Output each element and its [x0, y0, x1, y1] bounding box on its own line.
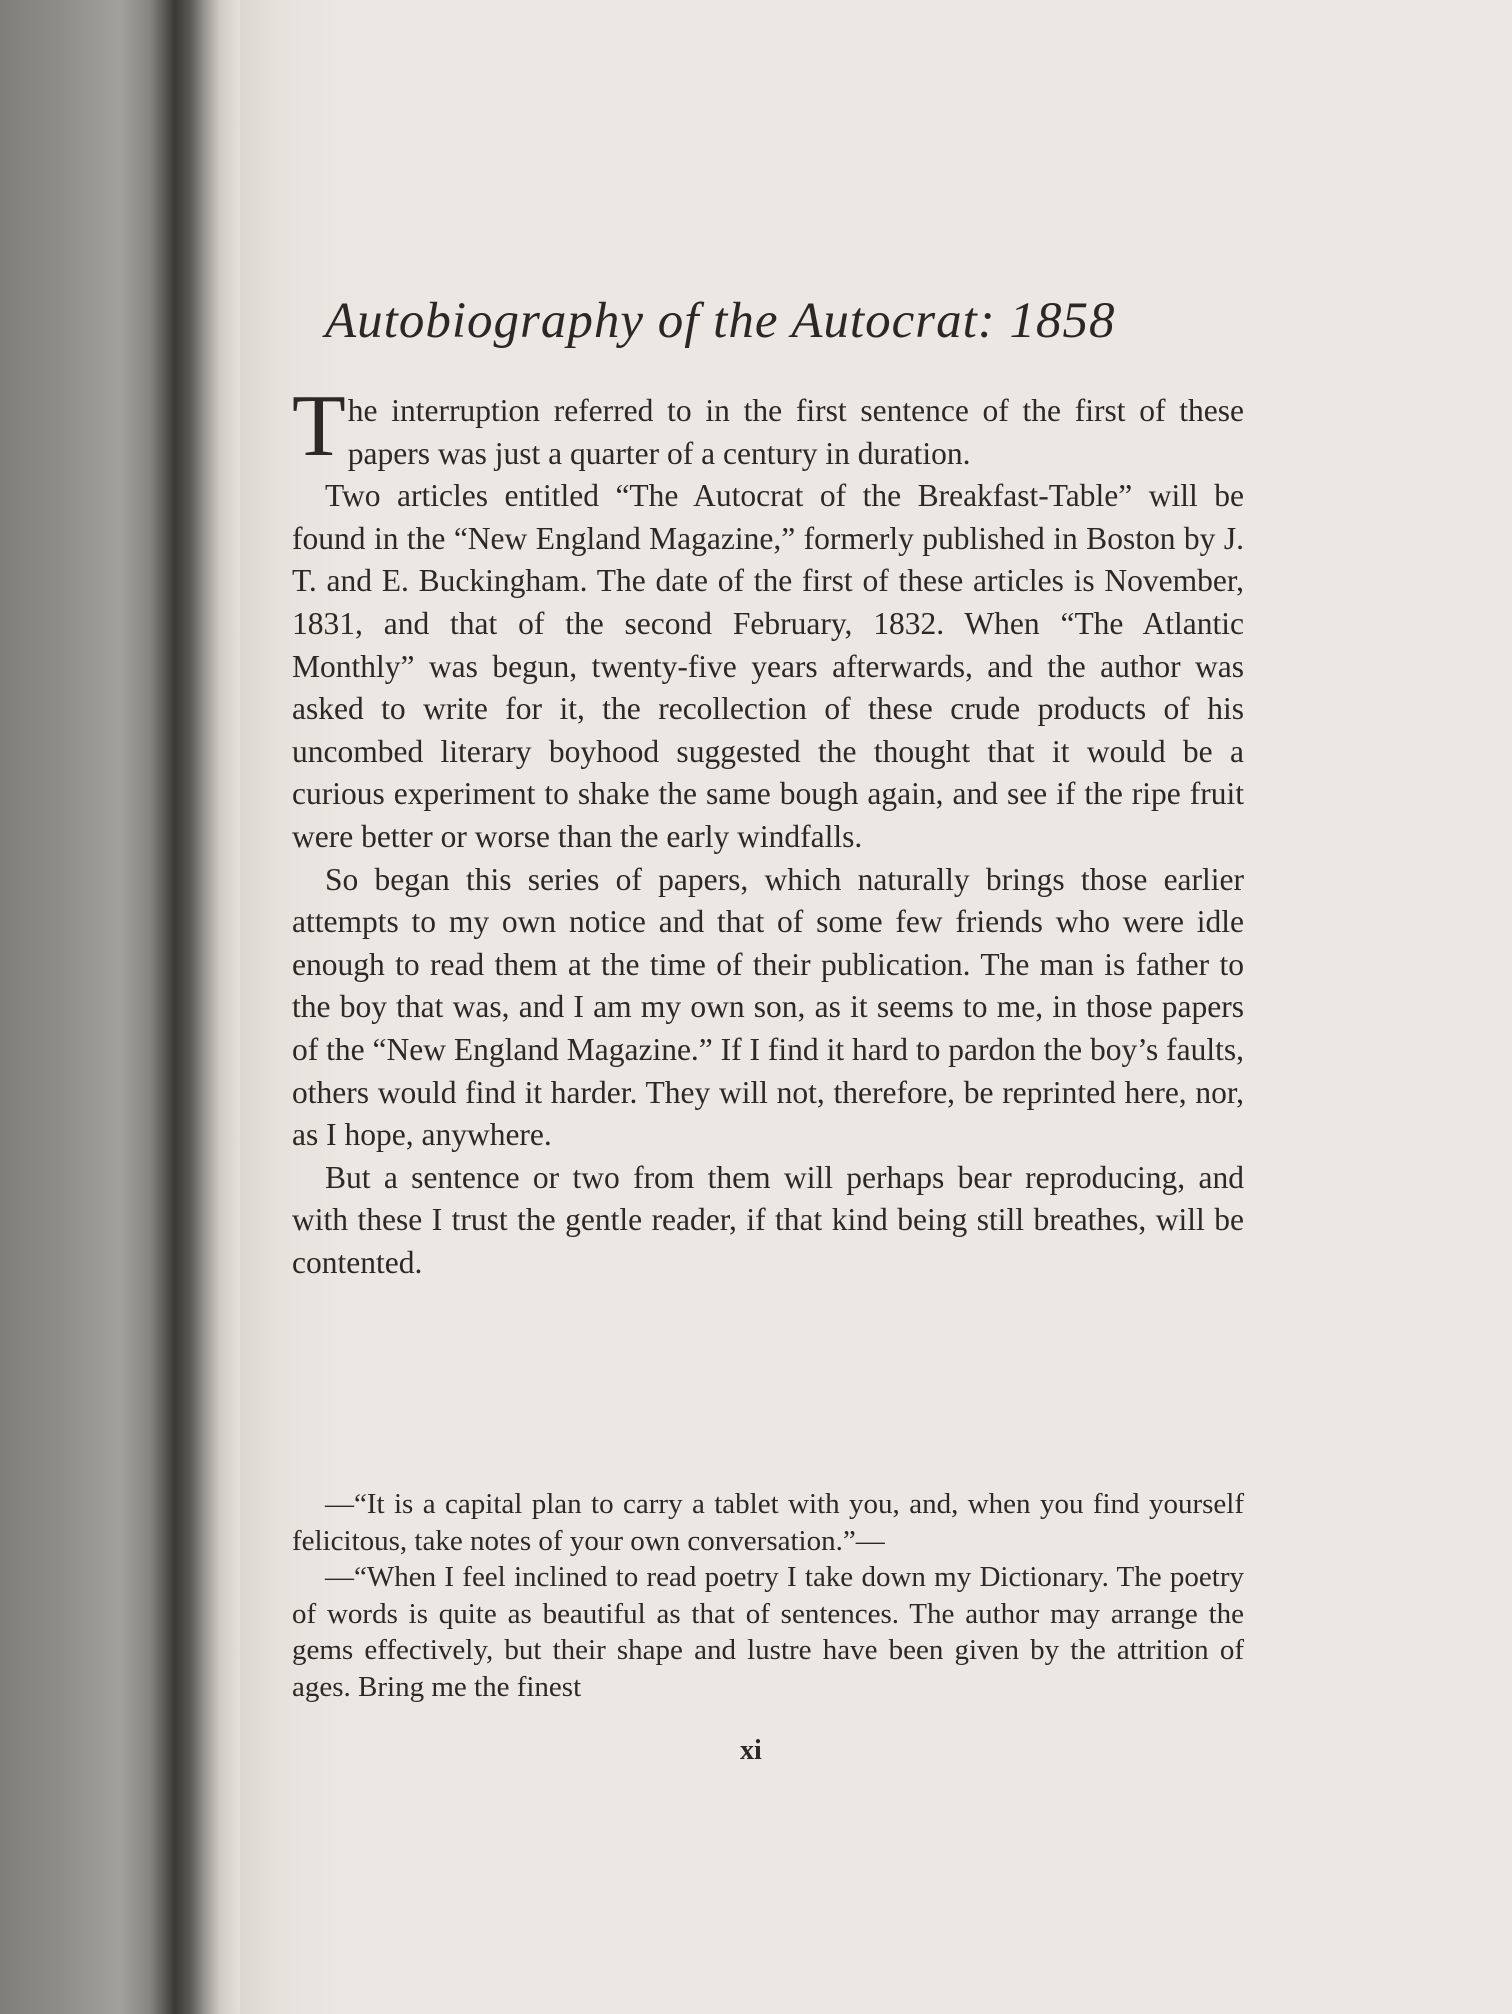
- drop-cap: T: [292, 378, 346, 475]
- paragraph-1-text: he interruption referred to in the first sentence of the first of these papers was just a quarter of a century in duration.: [347, 393, 1244, 471]
- page-number: xi: [740, 1735, 762, 1766]
- book-gutter-shadow: [0, 0, 240, 2014]
- paragraph-1: [292, 378, 1244, 475]
- quoted-extracts: [292, 1486, 1244, 1705]
- paragraph-2: Two articles entitled “The Autocrat of the Breakfast-Table” will be found in the “New England Magazine,” formerly published in Boston by J. T. and E. Buckingham. The date of the first of these articles is November, 1831, and that of the second February, 1832. When “The Atlantic Monthly” was begun, twenty-five years afterwards, and the author was asked to write for it, the recollection of these crude products of his uncombed literary boyhood suggested the thought that it would be a curious experiment to shake the same bough again, and see if the ripe fruit were better or worse than the early windfalls.: [292, 478, 1244, 854]
- quote-2: —“When I feel inclined to read poetry I take down my Dictionary. The poetry of words is quite as beautiful as that of sentences. The author may arrange the gems effectively, but their shape and lustre have been given by the attrition of ages. Bring me the finest: [292, 1561, 1244, 1703]
- paragraph-3: So began this series of papers, which naturally brings those earlier attempts to my own notice and that of some few friends who were idle enough to read them at the time of their publication. The man is father to the boy that was, and I am my own son, as it seems to me, in those papers of the “New England Magazine.” If I find it hard to pardon the boy’s faults, others would find it harder. They will not, therefore, be reprinted here, nor, as I hope, anywhere.: [292, 861, 1244, 1153]
- chapter-title: Autobiography of the Autocrat: 1858: [325, 293, 1116, 349]
- quote-1: —“It is a capital plan to carry a tablet with you, and, when you find yourself felicitous, take notes of your own conversation.”—: [292, 1488, 1244, 1557]
- paragraph-4: But a sentence or two from them will perhaps bear reproducing, and with these I trust the gentle reader, if that kind being still breathes, will be contented.: [292, 1159, 1244, 1280]
- body-text: [292, 378, 1244, 1284]
